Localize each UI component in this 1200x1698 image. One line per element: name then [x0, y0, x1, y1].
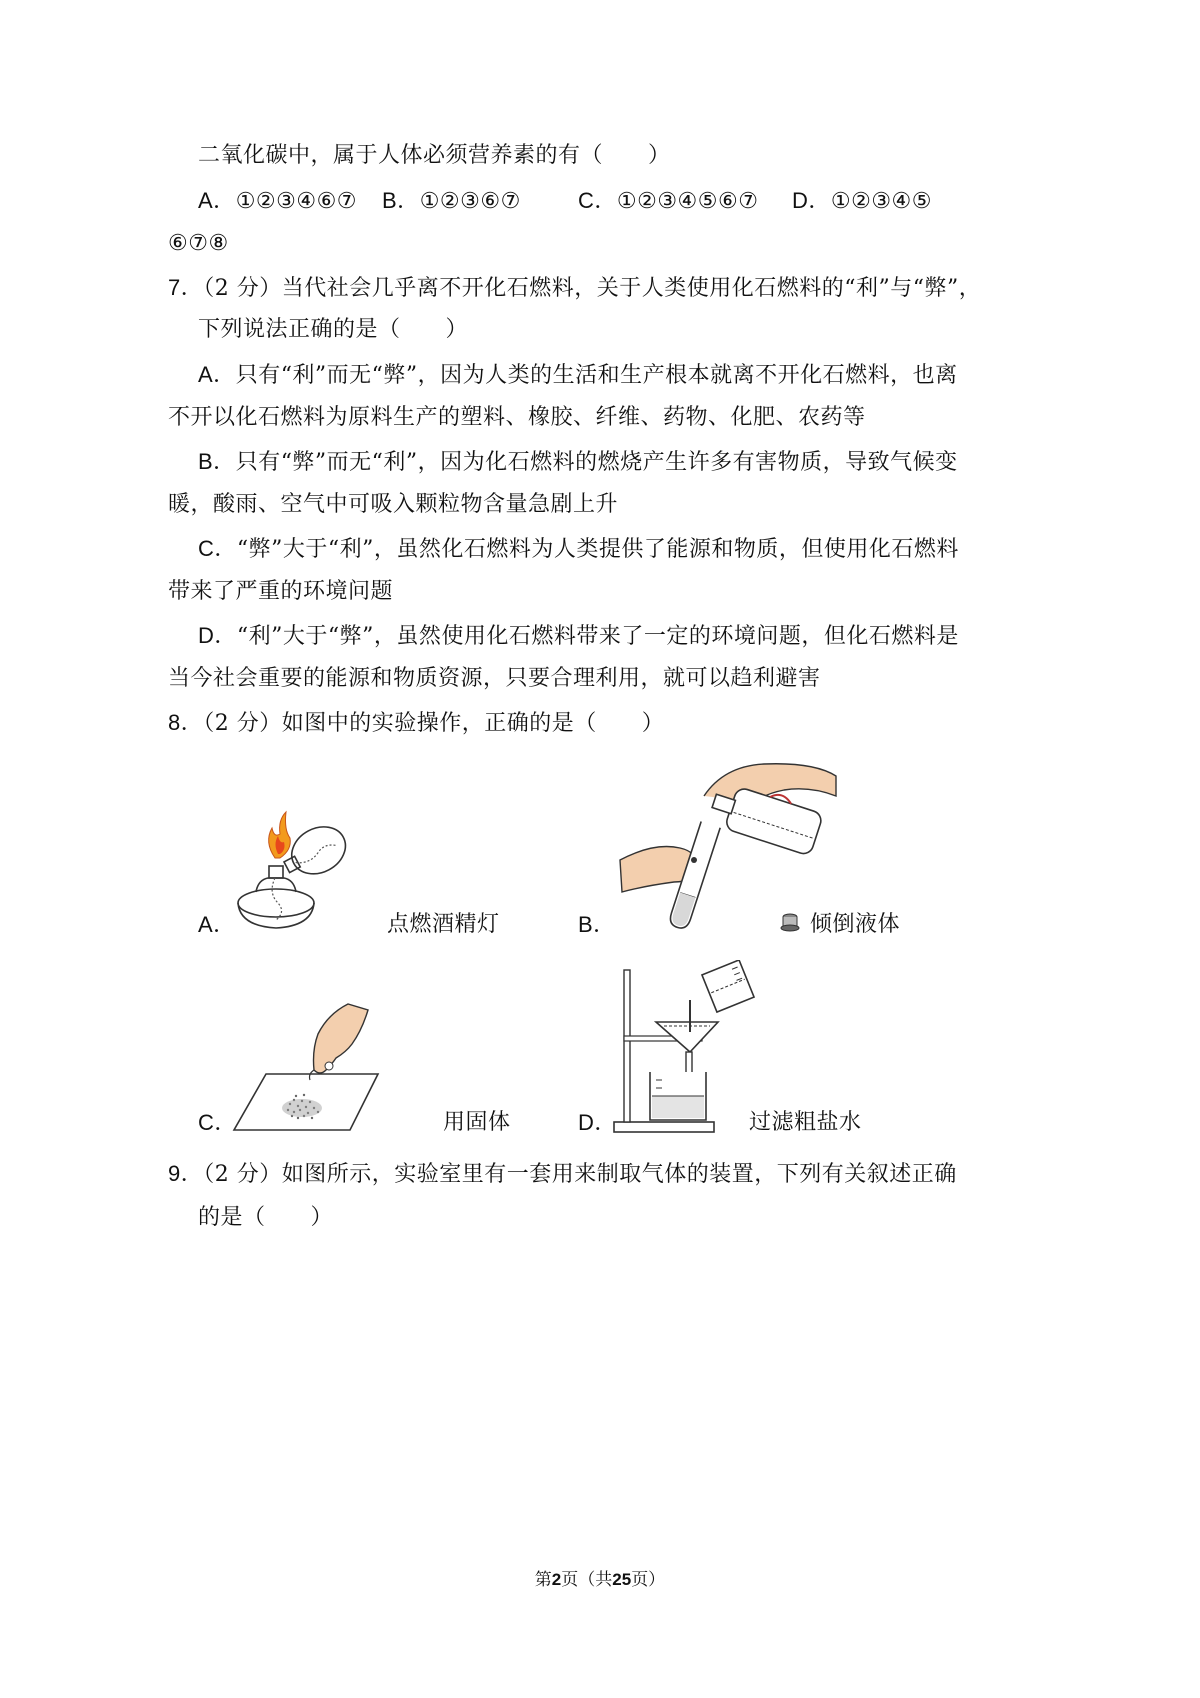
option-letter: C．	[198, 1110, 237, 1135]
q6-option-d	[792, 186, 932, 217]
option-letter: B．	[198, 449, 236, 474]
option-letter: C．	[198, 536, 237, 561]
q8-stem	[168, 708, 664, 739]
q8-option-b-caption: 倾倒液体	[810, 912, 901, 937]
q6-option-a	[198, 186, 357, 217]
alcohol-lamp-lighting-figure	[228, 808, 358, 938]
q7-option-d-line1	[198, 621, 959, 652]
page-total: 25	[612, 1570, 632, 1589]
option-text: “利”大于“弊”，虽然使用化石燃料带来了一定的环境问题，但化石燃料是	[236, 624, 959, 649]
page-footer	[0, 1568, 1200, 1592]
option-letter: B．	[578, 912, 616, 937]
question-stem: （2 分）如图所示，实验室里有一套用来制取气体的装置，下列有关叙述正确	[203, 1162, 957, 1187]
footer-prefix: 第	[534, 1570, 552, 1590]
q8-option-c-letter	[198, 1108, 237, 1139]
question-number: 9．	[168, 1161, 204, 1186]
q8-option-b-letter	[578, 910, 616, 941]
bottle-stopper-icon	[779, 911, 801, 935]
q8-option-a-caption: 点燃酒精灯	[387, 912, 500, 937]
q7-stem-line1	[168, 273, 981, 304]
solid-handling-figure	[228, 1000, 388, 1136]
footer-middle: 页（共	[561, 1570, 613, 1590]
question-stem: （2 分）当代社会几乎离不开化石燃料，关于人类使用化石燃料的“利”与“弊”，	[203, 276, 982, 301]
q8-option-c-caption: 用固体	[443, 1110, 511, 1135]
q7-option-d-line2: 当今社会重要的能源和物质资源，只要合理利用，就可以趋利避害	[168, 666, 821, 691]
option-letter: D．	[792, 188, 831, 213]
option-letter: D．	[578, 1110, 617, 1135]
q7-option-a-line2: 不开以化石燃料为原料生产的塑料、橡胶、纤维、药物、化肥、农药等	[168, 405, 866, 430]
footer-suffix: 页）	[631, 1570, 666, 1590]
page-number: 2	[551, 1570, 562, 1589]
option-text: ①②③④⑥⑦	[235, 189, 358, 214]
q7-option-b-line1	[198, 447, 958, 478]
q6-stem-continuation: 二氧化碳中，属于人体必须营养素的有（ ）	[198, 143, 671, 168]
option-text: 只有“弊”而无“利”，因为化石燃料的燃烧产生许多有害物质，导致气候变	[235, 450, 958, 475]
q9-stem-line1	[168, 1159, 957, 1190]
option-letter: A．	[198, 912, 236, 937]
option-letter: A．	[198, 188, 236, 213]
option-text: ①②③④⑤	[830, 189, 933, 214]
q7-stem-line2: 下列说法正确的是（ ）	[198, 317, 469, 342]
q6-option-b	[382, 186, 521, 217]
q9-stem-line2: 的是（ ）	[198, 1205, 334, 1230]
option-letter: C．	[578, 188, 617, 213]
option-letter: B．	[382, 188, 420, 213]
q8-option-a-letter	[198, 910, 236, 941]
q7-option-b-line2: 暖，酸雨、空气中可吸入颗粒物含量急剧上升	[168, 492, 619, 517]
option-letter: D．	[198, 623, 237, 648]
q6-option-c	[578, 186, 758, 217]
q8-option-d-caption: 过滤粗盐水	[749, 1110, 862, 1135]
q7-option-c-line2: 带来了严重的环境问题	[168, 579, 394, 604]
option-text: ①②③⑥⑦	[419, 189, 521, 214]
option-text: “弊”大于“利”，虽然化石燃料为人类提供了能源和物质，但使用化石燃料	[236, 537, 959, 562]
question-number: 7．	[168, 275, 204, 300]
q6-option-d-continuation: ⑥⑦⑧	[168, 231, 229, 256]
pouring-liquid-figure	[614, 756, 844, 936]
q7-option-a-line1	[198, 360, 958, 391]
question-number: 8．	[168, 710, 204, 735]
option-letter: A．	[198, 362, 236, 387]
filtration-figure	[610, 960, 760, 1138]
q7-option-c-line1	[198, 534, 959, 565]
option-text: 只有“利”而无“弊”，因为人类的生活和生产根本就离不开化石燃料，也离	[235, 363, 958, 388]
q8-option-d-letter	[578, 1108, 617, 1139]
option-text: ①②③④⑤⑥⑦	[616, 189, 759, 214]
question-stem: （2 分）如图中的实验操作，正确的是（ ）	[203, 711, 665, 736]
